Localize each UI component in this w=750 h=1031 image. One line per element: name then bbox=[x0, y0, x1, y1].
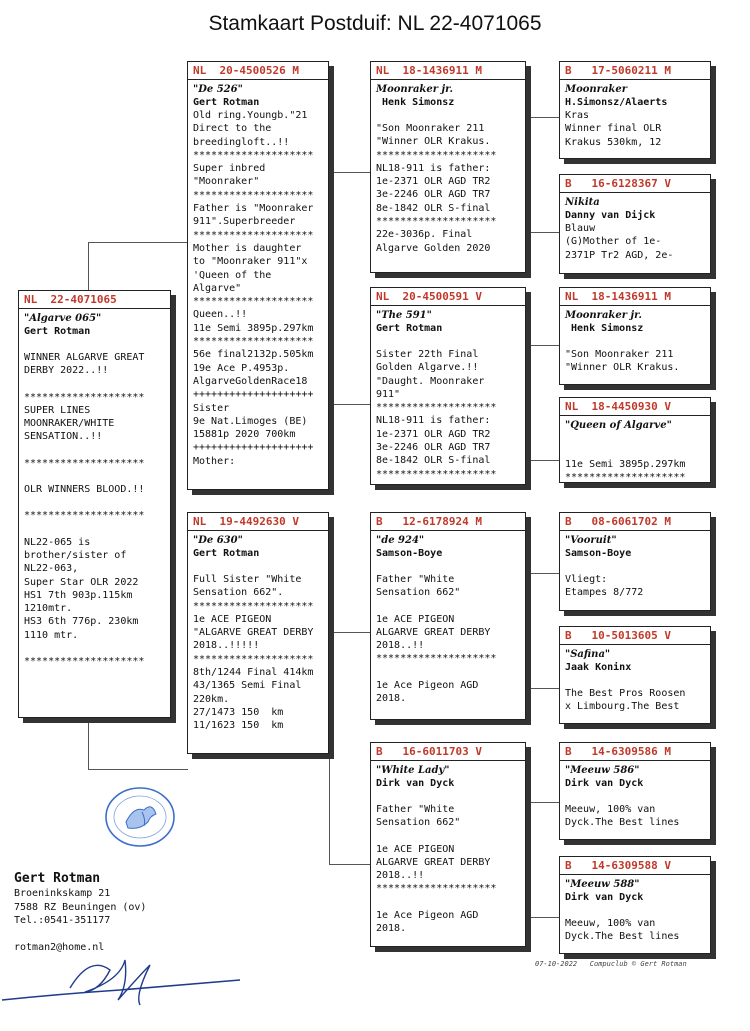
pedigree-text-line: ALGARVE GREAT DERBY bbox=[376, 626, 491, 638]
ring-number: NL 18-4450930 V bbox=[560, 400, 710, 416]
connector bbox=[526, 460, 559, 461]
connector bbox=[88, 769, 188, 770]
pigeon-card-mother bbox=[187, 512, 329, 754]
pedigree-text-line: Etampes 8/772 bbox=[565, 587, 644, 599]
ring-number: NL 18-1436911 M bbox=[560, 290, 710, 306]
breeder-phone: Tel.:0541-351177 bbox=[14, 915, 111, 926]
ring-number: B 14-6309588 V bbox=[560, 859, 710, 875]
pedigree-text-line: 2018..!! bbox=[376, 870, 425, 882]
pedigree-text-line: Golden Algarve.!! bbox=[376, 362, 479, 374]
pedigree-text-line: Father "White bbox=[376, 574, 455, 585]
pedigree-text-line: ******************** bbox=[24, 510, 145, 522]
pedigree-text-line bbox=[376, 560, 520, 573]
pedigree-text-line: 1110 mtr. bbox=[24, 629, 79, 641]
pedigree-text-line bbox=[24, 496, 165, 509]
pedigree-text-line bbox=[24, 338, 165, 351]
owner-name: Samson-Boye bbox=[376, 548, 443, 559]
pedigree-text-line: Kras bbox=[565, 110, 590, 121]
pedigree-text-line bbox=[376, 896, 520, 909]
pedigree-text-line: 43/1365 Semi Final bbox=[193, 680, 302, 692]
breeder-info bbox=[14, 870, 146, 954]
pedigree-text-line: 1210mtr. bbox=[24, 603, 73, 615]
pigeon-name: "White Lady" bbox=[376, 765, 450, 776]
pedigree-text-line: Full Sister "White bbox=[193, 574, 302, 585]
pedigree-text-line: "Daught. Moonraker bbox=[376, 375, 485, 387]
owner-name: Gert Rotman bbox=[24, 326, 91, 337]
ring-number: NL 22-4071065 bbox=[19, 293, 170, 309]
ring-number: B 08-6061702 M bbox=[560, 515, 710, 531]
pigeon-name: Moonraker bbox=[565, 84, 627, 95]
pedigree-text-line: 911".Superbreeder bbox=[193, 216, 296, 228]
pedigree-text-line: ******************** bbox=[193, 600, 314, 612]
pedigree-text-line: Blauw bbox=[565, 223, 596, 234]
connector bbox=[329, 632, 370, 633]
pedigree-text-line: 11e Semi 3895p.297km bbox=[193, 322, 314, 334]
pedigree-text-line: ******************** bbox=[193, 653, 314, 665]
pigeon-card-mother-mother bbox=[370, 742, 526, 947]
pigeon-card-mmf bbox=[559, 742, 711, 840]
pedigree-text-line bbox=[193, 560, 323, 573]
pedigree-text-line: 911" bbox=[376, 388, 401, 400]
pedigree-text-line: 56e final2132p.505km bbox=[193, 349, 314, 361]
pedigree-text-line: Algarve Golden 2020 bbox=[376, 242, 491, 254]
pedigree-text-line: NL18-911 is father: bbox=[376, 162, 491, 174]
connector bbox=[526, 117, 527, 233]
connector bbox=[329, 172, 370, 173]
pigeon-name: "Meeuw 588" bbox=[565, 879, 640, 890]
pigeon-card-father bbox=[187, 61, 329, 490]
pedigree-text-line: 'Queen of the bbox=[193, 269, 272, 281]
pedigree-text-line: "Son Moonraker 211 bbox=[376, 123, 485, 134]
pigeon-name: "Queen of Algarve" bbox=[565, 420, 672, 431]
pedigree-text-line: "Winner OLR Krakus. bbox=[376, 136, 491, 148]
owner-name: Jaak Koninx bbox=[565, 662, 632, 673]
pigeon-name: Moonraker jr. bbox=[565, 310, 642, 321]
connector bbox=[526, 573, 527, 689]
pedigree-text-line: 1e-2371 OLR AGD TR2 bbox=[376, 176, 491, 188]
pedigree-text-line: 2018. bbox=[376, 693, 407, 705]
pedigree-text-line bbox=[565, 674, 705, 687]
pedigree-text-line: 2018..!!!!! bbox=[193, 640, 260, 652]
pedigree-text-line: ******************** bbox=[24, 391, 145, 403]
breeder-street: Broeninkskamp 21 bbox=[14, 888, 111, 899]
pedigree-text-line: 1e-2371 OLR AGD TR2 bbox=[376, 428, 491, 440]
pigeon-card-mff bbox=[559, 512, 711, 611]
pedigree-text-line bbox=[376, 830, 520, 843]
pedigree-text-line: Father "White bbox=[376, 804, 455, 815]
pedigree-text-line: Meeuw, 100% van bbox=[565, 918, 656, 929]
pedigree-text-line: 15881p 2020 700km bbox=[193, 429, 296, 441]
owner-name: Samson-Boye bbox=[565, 548, 632, 559]
pedigree-text-line: ++++++++++++++++++++ bbox=[193, 442, 314, 454]
pedigree-text-line: 19e Ace P.4953p. bbox=[193, 362, 290, 374]
pedigree-text-line: 1e Ace Pigeon AGD bbox=[376, 679, 479, 691]
pedigree-text-line: AlgarveGoldenRace18 bbox=[193, 375, 308, 387]
pedigree-text-line bbox=[565, 790, 705, 803]
pedigree-text-line: ******************** bbox=[193, 336, 314, 348]
pedigree-text-line: 9e Nat.Limoges (BE) bbox=[193, 415, 308, 427]
ring-number: B 17-5060211 M bbox=[560, 64, 710, 80]
pedigree-text-line: 1e ACE PIGEON bbox=[376, 613, 455, 625]
ring-number: B 16-6128367 V bbox=[560, 177, 710, 193]
pedigree-text-line: Mother: bbox=[193, 455, 236, 467]
ring-number: NL 19-4492630 V bbox=[188, 515, 328, 531]
pedigree-text-line: 27/1473 150 km bbox=[193, 706, 284, 718]
connector bbox=[526, 345, 559, 346]
pedigree-text-line bbox=[565, 445, 705, 458]
connector bbox=[526, 802, 559, 803]
connector bbox=[329, 172, 330, 404]
pedigree-text-line: HS1 7th 903p.115km bbox=[24, 589, 133, 601]
pedigree-text-line: x Limbourg.The Best bbox=[565, 701, 680, 713]
connector bbox=[88, 718, 89, 770]
pigeon-card-mother-father bbox=[370, 512, 526, 720]
pigeon-card-father-father bbox=[370, 61, 526, 273]
pedigree-text-line: 11e Semi 3895p.297km bbox=[565, 459, 686, 470]
owner-name: Danny van Dijck bbox=[565, 210, 656, 221]
pedigree-text-line bbox=[376, 109, 520, 122]
pedigree-text-line: OLR WINNERS BLOOD.!! bbox=[24, 484, 145, 496]
pedigree-text-line: ******************** bbox=[24, 656, 145, 668]
pigeon-name: "De 526" bbox=[193, 84, 243, 95]
pedigree-text-line: ******************** bbox=[376, 883, 497, 895]
pedigree-text-line: ******************** bbox=[193, 189, 314, 201]
pigeon-name: "Safina" bbox=[565, 649, 611, 660]
ring-number: B 10-5013605 V bbox=[560, 629, 710, 645]
pedigree-text-line: WINNER ALGARVE GREAT bbox=[24, 352, 145, 363]
pedigree-text-line: MOONRAKER/WHITE bbox=[24, 418, 115, 430]
owner-name: Dirk van Dyck bbox=[565, 892, 644, 903]
pigeon-name: "De 630" bbox=[193, 535, 243, 546]
pedigree-text-line: NL22-065 is bbox=[24, 536, 91, 548]
pedigree-text-line: SUPER LINES bbox=[24, 404, 91, 416]
ring-number: NL 20-4500591 V bbox=[371, 290, 525, 306]
connector bbox=[329, 404, 370, 405]
pedigree-text-line: Mother is daughter bbox=[193, 242, 302, 254]
pedigree-text-line: NL22-063, bbox=[24, 563, 79, 575]
owner-name: Gert Rotman bbox=[193, 548, 260, 559]
ring-number: B 16-6011703 V bbox=[371, 745, 525, 761]
pedigree-text-line: brother/sister of bbox=[24, 549, 127, 561]
pedigree-text-line: ******************** bbox=[565, 472, 686, 483]
pedigree-text-line: "ALGARVE GREAT DERBY bbox=[193, 627, 314, 639]
pedigree-text-line: ******************** bbox=[193, 229, 314, 241]
pedigree-text-line: 3e-2246 OLR AGD TR7 bbox=[376, 189, 491, 201]
connector bbox=[526, 232, 559, 233]
pigeon-card-father-mother bbox=[370, 287, 526, 485]
pedigree-text-line: Krakus 530km, 12 bbox=[565, 136, 662, 148]
pedigree-text-line: Sensation 662" bbox=[376, 817, 461, 829]
ring-number: B 12-6178924 M bbox=[371, 515, 525, 531]
pedigree-text-line: Vliegt: bbox=[565, 574, 608, 585]
pigeon-card-fmf bbox=[559, 287, 711, 385]
pigeon-card-subject bbox=[18, 290, 171, 718]
pedigree-text-line: breedingloft..!! bbox=[193, 136, 290, 148]
pedigree-text-line: Dyck.The Best lines bbox=[565, 931, 680, 943]
pedigree-text-line: Direct to the bbox=[193, 123, 272, 135]
connector bbox=[88, 242, 188, 243]
pedigree-text-line: Father is "Moonraker bbox=[193, 203, 314, 215]
pedigree-text-line bbox=[376, 335, 520, 348]
pigeon-card-fff bbox=[559, 61, 711, 159]
connector bbox=[526, 917, 559, 918]
pedigree-text-line: Sensation 662" bbox=[376, 587, 461, 599]
connector bbox=[526, 573, 559, 574]
pedigree-text-line: 2018..!! bbox=[376, 640, 425, 652]
owner-name: Gert Rotman bbox=[193, 97, 260, 108]
pedigree-text-line bbox=[565, 335, 705, 348]
connector bbox=[329, 864, 370, 865]
pedigree-text-line: 2018. bbox=[376, 923, 407, 935]
pigeon-card-ffm bbox=[559, 174, 711, 274]
connector bbox=[526, 802, 527, 918]
pedigree-text-line: HS3 6th 776p. 230km bbox=[24, 616, 139, 628]
pedigree-text-line: ******************** bbox=[193, 149, 314, 161]
pedigree-text-line: Sister bbox=[193, 402, 230, 414]
pedigree-text-line: ******************** bbox=[193, 296, 314, 308]
pedigree-text-line: Meeuw, 100% van bbox=[565, 804, 656, 815]
breeder-city: 7588 RZ Beuningen (ov) bbox=[14, 901, 147, 913]
connector bbox=[526, 117, 559, 118]
pedigree-text-line: 8th/1244 Final 414km bbox=[193, 667, 314, 679]
owner-name: Gert Rotman bbox=[376, 323, 443, 334]
owner-name: H.Simonsz/Alaerts bbox=[565, 97, 668, 108]
pedigree-text-line: Algarve" bbox=[193, 282, 242, 294]
pigeon-card-fmm bbox=[559, 397, 711, 483]
pigeon-name: Nikita bbox=[565, 197, 600, 208]
pedigree-text-line: Sister 22th Final bbox=[376, 349, 479, 360]
pedigree-text-line: 1e ACE PIGEON bbox=[193, 613, 272, 625]
connector bbox=[526, 688, 559, 689]
pedigree-text-line bbox=[24, 378, 165, 391]
pedigree-text-line: ++++++++++++++++++++ bbox=[193, 389, 314, 401]
pedigree-text-line: The Best Pros Roosen bbox=[565, 688, 686, 699]
pedigree-text-line: 8e-1842 OLR S-final bbox=[376, 202, 491, 214]
pigeon-name: "de 924" bbox=[376, 535, 425, 546]
pedigree-text-line: Super inbred bbox=[193, 163, 266, 175]
pedigree-text-line: 3e-2246 OLR AGD TR7 bbox=[376, 442, 491, 454]
pedigree-text-line: ALGARVE GREAT DERBY bbox=[376, 856, 491, 868]
pedigree-text-line: "Winner OLR Krakus. bbox=[565, 362, 680, 374]
ring-number: NL 20-4500526 M bbox=[188, 64, 328, 80]
breeder-name: Gert Rotman bbox=[14, 871, 101, 886]
pigeon-name: "Algarve 065" bbox=[24, 313, 102, 324]
pigeon-name: "The 591" bbox=[376, 310, 432, 321]
owner-name: Henk Simonsz bbox=[565, 323, 644, 334]
pedigree-text-line: ******************** bbox=[376, 468, 497, 480]
pedigree-text-line bbox=[565, 904, 705, 917]
pedigree-text-line: 11/1623 150 km bbox=[193, 720, 284, 732]
pedigree-text-line: ******************** bbox=[376, 653, 497, 665]
pedigree-text-line bbox=[376, 666, 520, 679]
pedigree-text-line: Dyck.The Best lines bbox=[565, 817, 680, 829]
pedigree-text-line: "Son Moonraker 211 bbox=[565, 349, 674, 360]
handwritten-signature bbox=[0, 950, 250, 1020]
pedigree-text-line: 2371P Tr2 AGD, 2e- bbox=[565, 249, 674, 261]
pedigree-text-line bbox=[376, 600, 520, 613]
pedigree-text-line: Old ring.Youngb."21 bbox=[193, 110, 308, 121]
pedigree-text-line: 1e Ace Pigeon AGD bbox=[376, 909, 479, 921]
pedigree-text-line: ******************** bbox=[376, 149, 497, 161]
pedigree-text-line: NL18-911 is father: bbox=[376, 415, 491, 427]
pedigree-text-line: (G)Mother of 1e- bbox=[565, 236, 662, 248]
footer-credit: 07-10-2022 Compuclub © Gert Rotman bbox=[535, 960, 687, 968]
pigeon-card-mmm bbox=[559, 856, 711, 954]
pedigree-text-line: Super Star OLR 2022 bbox=[24, 576, 139, 588]
pedigree-text-line bbox=[24, 642, 165, 655]
pedigree-text-line bbox=[565, 432, 705, 445]
pedigree-text-line bbox=[565, 560, 705, 573]
loft-stamp-logo bbox=[104, 786, 176, 848]
pedigree-text-line: ******************** bbox=[24, 457, 145, 469]
ring-number: B 14-6309586 M bbox=[560, 745, 710, 761]
pedigree-text-line: Queen..!! bbox=[193, 309, 248, 321]
pedigree-text-line bbox=[376, 790, 520, 803]
owner-name: Henk Simonsz bbox=[376, 97, 455, 108]
connector bbox=[88, 242, 89, 294]
pedigree-text-line bbox=[24, 470, 165, 483]
pedigree-text-line: 1e ACE PIGEON bbox=[376, 843, 455, 855]
pedigree-text-line: DERBY 2022..!! bbox=[24, 365, 109, 377]
pedigree-text-line: 8e-1842 OLR S-final bbox=[376, 455, 491, 467]
pigeon-card-mfm bbox=[559, 626, 711, 724]
pedigree-text-line: to "Moonraker 911"x bbox=[193, 256, 308, 268]
owner-name: Dirk van Dyck bbox=[565, 778, 644, 789]
pedigree-text-line bbox=[24, 523, 165, 536]
pigeon-name: "Meeuw 586" bbox=[565, 765, 640, 776]
connector bbox=[526, 345, 527, 461]
page-title: Stamkaart Postduif: NL 22-4071065 bbox=[208, 12, 542, 35]
pedigree-text-line bbox=[24, 444, 165, 457]
connector bbox=[329, 632, 330, 864]
pigeon-name: Moonraker jr. bbox=[376, 84, 453, 95]
owner-name: Dirk van Dyck bbox=[376, 778, 455, 789]
pedigree-text-line: 22e-3036p. Final bbox=[376, 229, 473, 241]
pedigree-text-line: Winner final OLR bbox=[565, 123, 662, 135]
pigeon-name: "Vooruit" bbox=[565, 535, 617, 546]
pedigree-text-line: SENSATION..!! bbox=[24, 431, 103, 443]
pedigree-text-line: "Moonraker" bbox=[193, 176, 260, 188]
breeder-email: rotman2@home.nl bbox=[14, 941, 105, 953]
pedigree-text-line: ******************** bbox=[376, 216, 497, 228]
ring-number: NL 18-1436911 M bbox=[371, 64, 525, 80]
pedigree-text-line: 220km. bbox=[193, 693, 230, 705]
pedigree-text-line: ******************** bbox=[376, 402, 497, 414]
pedigree-text-line: Sensation 662". bbox=[193, 587, 284, 599]
